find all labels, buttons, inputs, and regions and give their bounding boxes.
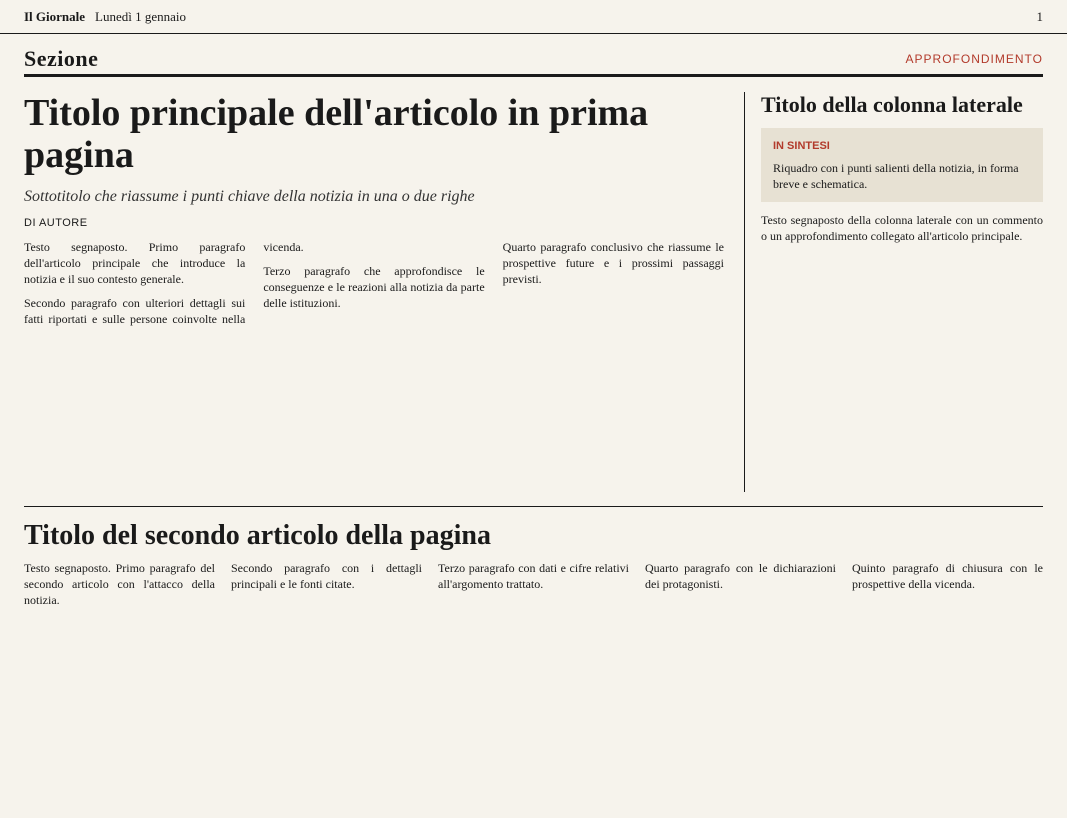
masthead-left [24, 9, 186, 25]
main-headline: Titolo principale dell'articolo in prima pagina [24, 92, 649, 176]
second-paragraph: Testo segnaposto. Primo paragrafo del secondo articolo con l'attacco della notizia. [24, 561, 215, 607]
second-headline: Titolo del secondo articolo della pagina [24, 520, 491, 551]
sidebar-box-title: IN SINTESI [773, 140, 830, 152]
sidebar-box [761, 128, 1043, 202]
sidebar-text: Testo segnaposto della colonna laterale con un commento o un approfondimento collegato all'articolo principale. [761, 213, 1043, 243]
main-paragraph: Secondo paragrafo con ulteriori dettagli sui fatti riportati e sulle persone coinvolte nella vicenda. [24, 240, 304, 326]
main-story [24, 92, 724, 492]
sidebar [744, 92, 1043, 492]
main-body [24, 239, 724, 449]
section-bar [24, 44, 1043, 77]
second-paragraph: Quarto paragrafo con le dichiarazioni dei protagonisti. [645, 561, 836, 591]
second-paragraph: Terzo paragrafo con dati e cifre relativi all'argomento trattato. [438, 561, 629, 591]
main-paragraph: Quarto paragrafo conclusivo che riassume le prospettive future e i prossimi passaggi previsti. [502, 240, 724, 286]
second-story [24, 520, 1043, 800]
sidebar-headline: Titolo della colonna laterale [761, 92, 1023, 117]
main-standfirst: Sottotitolo che riassume i punti chiave della notizia in una o due righe [24, 188, 475, 205]
masthead [0, 0, 1067, 34]
main-paragraph: Testo segnaposto. Primo paragrafo dell'articolo principale che introduce la notizia e il suo contesto generale. [24, 240, 246, 286]
story-divider [24, 506, 1043, 507]
paper-name: Il Giornale [24, 8, 86, 24]
section-kicker: APPROFONDIMENTO [905, 52, 1043, 66]
section-title: Sezione [24, 46, 99, 71]
page-number: 1 [1036, 8, 1043, 24]
main-paragraph: Terzo paragrafo che approfondisce le conseguenze e le reazioni alla notizia da parte delle istituzioni. [263, 264, 485, 310]
second-paragraph: Quinto paragrafo di chiusura con le prospettive della vicenda. [852, 561, 1043, 591]
main-byline: DI AUTORE [24, 217, 88, 229]
issue-date: Lunedì 1 gennaio [95, 8, 187, 24]
second-paragraph: Secondo paragrafo con i dettagli principali e le fonti citate. [231, 561, 422, 591]
sidebar-box-text: Riquadro con i punti salienti della notizia, in forma breve e schematica. [773, 161, 1019, 191]
second-body [24, 560, 1043, 760]
